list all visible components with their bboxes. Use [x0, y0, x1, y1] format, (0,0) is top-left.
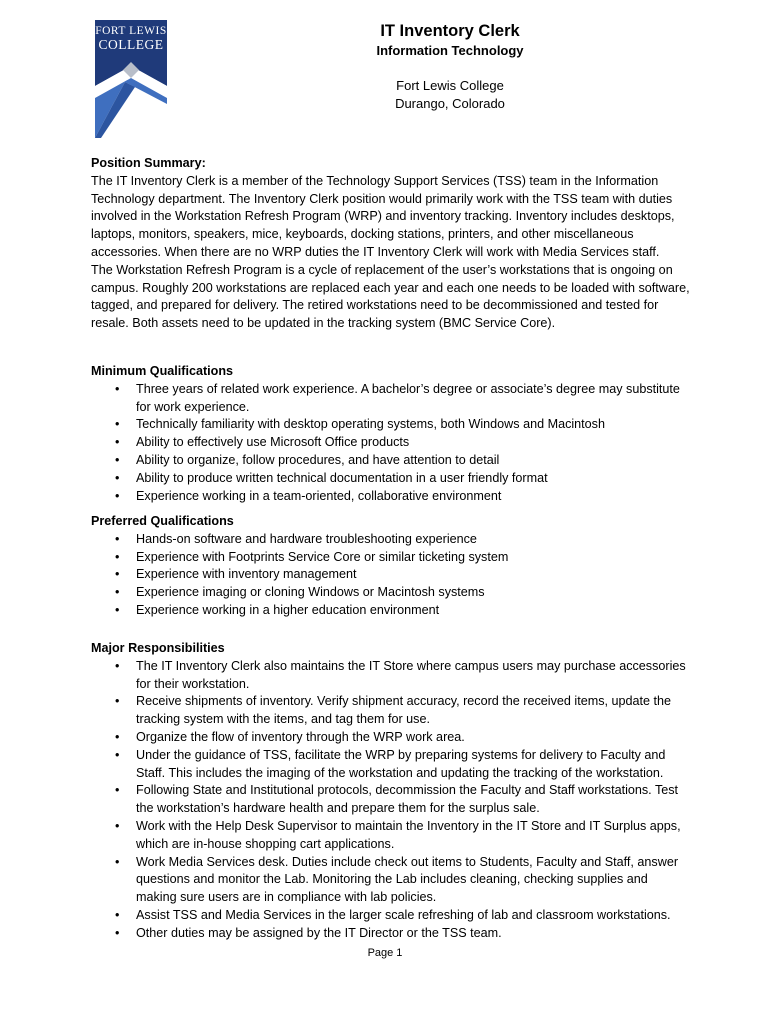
logo-text-line2: COLLEGE	[98, 37, 164, 52]
list-item: • Ability to produce written technical documentation in a user friendly format	[115, 470, 548, 485]
list-item: • Organize the flow of inventory through the WRP work area.	[115, 729, 465, 744]
list-item: • The IT Inventory Clerk also maintains the IT Store where campus users may purchase accessories for their workstation.	[115, 658, 686, 691]
list-item: • Technically familiarity with desktop operating systems, both Windows and Macintosh	[115, 417, 605, 432]
minimum-qualifications	[91, 363, 691, 505]
major-list	[91, 658, 691, 943]
college-logo	[95, 20, 167, 138]
job-title: IT Inventory Clerk	[380, 22, 520, 40]
list-item: • Ability to effectively use Microsoft Office products	[115, 435, 410, 450]
location: Durango, Colorado	[395, 96, 505, 111]
list-item: • Following State and Institutional protocols, decommission the Faculty and Staff workstations. Test the workstation’s hardware health and prepare them for the surplus sale.	[115, 783, 679, 816]
summary-paragraph-2: The Workstation Refresh Program is a cycle of replacement of the user’s workstations that is ongoing on campus. Roughly 200 workstations are replaced each year and each one needs to be loaded with software, tagged, and prepared for delivery. The retired workstations need to be decommissioned and tested for resale. Both assets need to be updated in the tracking system (BMC Service Core).	[91, 262, 690, 331]
list-item: • Receive shipments of inventory. Verify shipment accuracy, record the received items, update the tracking system with the items, and tag them for use.	[115, 694, 672, 727]
list-item: • Experience imaging or cloning Windows or Macintosh systems	[115, 585, 485, 600]
preferred-qualifications	[91, 513, 691, 620]
summary-heading: Position Summary:	[91, 156, 206, 170]
list-item: • Experience with inventory management	[115, 567, 357, 582]
major-heading: Major Responsibilities	[91, 641, 225, 655]
organization: Fort Lewis College	[396, 78, 504, 93]
list-item: • Work with the Help Desk Supervisor to maintain the Inventory in the IT Store and IT Surplus apps, which are in-house shopping cart applications.	[115, 818, 681, 851]
list-item: • Assist TSS and Media Services in the larger scale refreshing of lab and classroom workstations.	[115, 907, 671, 922]
list-item: • Three years of related work experience. A bachelor’s degree or associate’s degree may substitute for work experience.	[115, 381, 680, 414]
preferred-heading: Preferred Qualifications	[91, 514, 234, 528]
department: Information Technology	[376, 43, 524, 58]
list-item: • Work Media Services desk. Duties include check out items to Students, Faculty and Staff, answer questions and monitor the Lab. Monitoring the Lab includes cleaning, checking supplies and making sure users are in compliance with lab policies.	[115, 854, 679, 905]
list-item: • Ability to organize, follow procedures, and have attention to detail	[115, 452, 500, 467]
summary-paragraph-1: The IT Inventory Clerk is a member of the Technology Support Services (TSS) team in the Information Technology department. The Inventory Clerk position would primarily work with the TSS team with duties involved in the Workstation Refresh Program (WRP) and inventory tracking. Inventory includes desktops, laptops, monitors, speakers, mice, keyboards, docking stations, printers, and other miscellaneous accessories. When there are no WRP duties the IT Inventory Clerk will work with Media Services staff.	[91, 173, 675, 259]
minimum-list	[91, 381, 691, 506]
preferred-list	[91, 531, 691, 620]
list-item: • Experience with Footprints Service Core or similar ticketing system	[115, 549, 509, 564]
logo-text-line1: FORT LEWIS	[95, 25, 167, 37]
list-item: • Experience working in a team-oriented, collaborative environment	[115, 488, 502, 503]
list-item: • Other duties may be assigned by the IT Director or the TSS team.	[115, 925, 502, 940]
list-item: • Under the guidance of TSS, facilitate the WRP by preparing systems for delivery to Faculty and Staff. This includes the imaging of the workstation and updating the tracking of the workstation.	[115, 747, 666, 780]
position-summary	[91, 155, 691, 333]
major-responsibilities	[91, 640, 691, 943]
page-number: Page 1	[367, 947, 403, 959]
list-item: • Experience working in a higher education environment	[115, 602, 440, 617]
list-item: • Hands-on software and hardware troubleshooting experience	[115, 531, 477, 546]
minimum-heading: Minimum Qualifications	[91, 364, 234, 378]
